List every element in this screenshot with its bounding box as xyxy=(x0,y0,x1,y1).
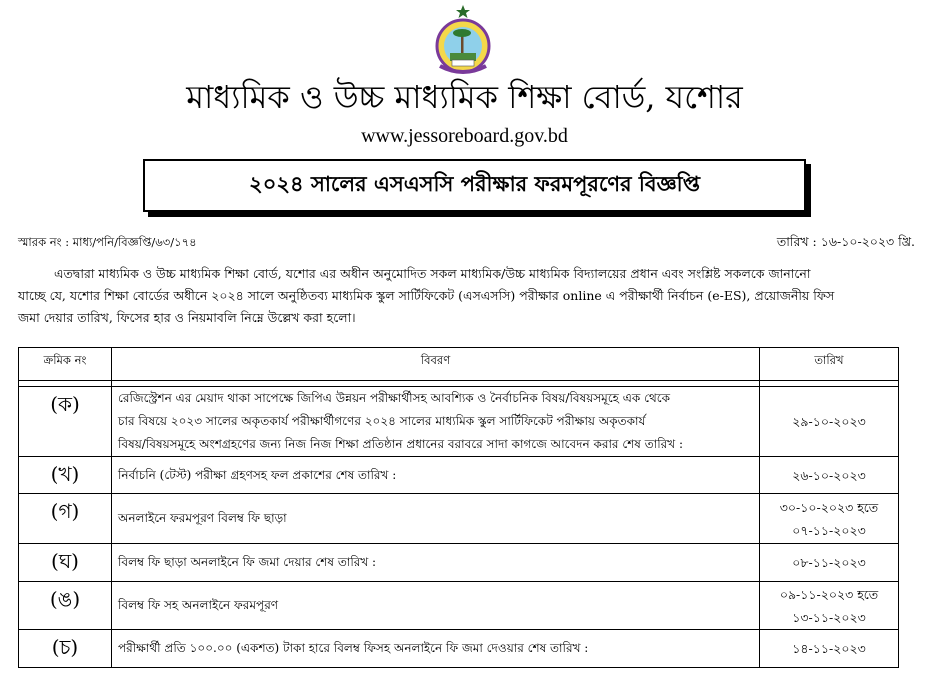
intro-line: এতদ্বারা মাধ্যমিক ও উচ্চ মাধ্যমিক শিক্ষা বোর্ড, যশোর এর অধীন অনুমোদিত সকল মাধ্যমিক/উচ্চ মাধ্যমিক বিদ্যালয়ের প্রধান এবং সংশ্লিষ্ট সকলকে জানানো xyxy=(54,266,811,281)
notice-title-box xyxy=(143,159,806,212)
header-date: তারিখ xyxy=(760,348,899,381)
description-line: চার বিষয়ে ২০২৩ সালের অকৃতকার্য পরীক্ষার্থীগণের ২০২৪ সালের মাধ্যমিক স্কুল সার্টিফিকেট পরীক্ষায় অকৃতকার্য xyxy=(118,414,646,428)
description-line: নির্বাচনি (টেস্ট) পরীক্ষা গ্রহণসহ ফল প্রকাশের শেষ তারিখ : xyxy=(118,467,397,482)
date-line: ০৭-১১-২০২৩ xyxy=(792,522,866,538)
intro-line: যাচ্ছে যে, যশোর শিক্ষা বোর্ডের অধীনে ২০২৪ সালে অনুষ্ঠিতব্য মাধ্যমিক স্কুল সার্টিফিকেট (এসএসসি) পরীক্ষার online এ পরীক্ষার্থী নির্বাচন (e-ES), প্রয়োজনীয় ফিস xyxy=(18,288,835,303)
row-date xyxy=(760,544,899,582)
description-line: বিষয়/বিষয়সমূহে অংশগ্রহণের জন্য নিজ নিজ শিক্ষা প্রতিষ্ঠান প্রধানের বরাবরে সাদা কাগজে আবেদন করার শেষ তারিখ : xyxy=(118,437,683,451)
date-line: ১৩-১১-২০২৩ xyxy=(792,609,866,625)
row-serial: (ঘ) xyxy=(19,544,112,582)
header-serial: ক্রমিক নং xyxy=(19,348,112,381)
date-line: ০৯-১১-২০২৩ হতে xyxy=(779,586,879,602)
row-description xyxy=(112,544,760,582)
table-row xyxy=(19,582,899,630)
row-date xyxy=(760,494,899,544)
table-row xyxy=(19,387,899,457)
board-name: মাধ্যমিক ও উচ্চ মাধ্যমিক শিক্ষা বোর্ড, যশোর xyxy=(186,78,743,116)
table-row xyxy=(19,544,899,582)
schedule-table xyxy=(18,347,899,668)
description-line: অনলাইনে ফরমপূরণ বিলম্ব ফি ছাড়া xyxy=(118,511,287,525)
intro-line: জমা দেয়ার তারিখ, ফিসের হার ও নিয়মাবলি নিম্নে উল্লেখ করা হলো। xyxy=(18,310,356,325)
row-description xyxy=(112,387,760,457)
row-description xyxy=(112,582,760,630)
row-date xyxy=(760,582,899,630)
logo-star-icon xyxy=(456,5,470,18)
date-line: ২৬-১০-২০২৩ xyxy=(792,467,866,483)
row-date xyxy=(760,630,899,668)
row-serial: (চ) xyxy=(19,630,112,668)
row-date xyxy=(760,457,899,494)
intro-paragraph xyxy=(18,263,918,329)
date-line: ১৪-১১-২০২৩ xyxy=(792,641,866,656)
date-line: ৩০-১০-২০২৩ হতে xyxy=(779,499,879,515)
website-url: www.jessoreboard.gov.bd xyxy=(361,125,568,147)
row-description xyxy=(112,457,760,494)
table-row xyxy=(19,457,899,494)
row-date xyxy=(760,387,899,457)
row-description xyxy=(112,630,760,668)
table-header-row xyxy=(19,348,899,381)
row-serial: (ঙ) xyxy=(19,582,112,630)
table-row xyxy=(19,630,899,668)
description-line: বিলম্ব ফি সহ অনলাইনে ফরমপূরণ xyxy=(118,598,279,612)
description-line: পরীক্ষার্থী প্রতি ১০০.০০ (একশত) টাকা হারে বিলম্ব ফিসহ অনলাইনে ফি জমা দেওয়ার শেষ তারিখ : xyxy=(118,641,589,655)
row-serial: (খ) xyxy=(19,457,112,494)
description-line: বিলম্ব ফি ছাড়া অনলাইনে ফি জমা দেয়ার শেষ তারিখ : xyxy=(118,555,377,569)
memo-number: স্মারক নং : মাধ্য/পনি/বিজ্ঞপ্তি/৬৩/১৭৪ xyxy=(18,235,197,249)
table-row xyxy=(19,494,899,544)
row-serial: (ক) xyxy=(19,387,112,457)
date-line: ২৯-১০-২০২৩ xyxy=(792,414,866,429)
issue-date: তারিখ : ১৬-১০-২০২৩ খ্রি. xyxy=(776,234,915,249)
board-logo xyxy=(432,4,494,76)
description-line: রেজিস্ট্রেশন এর মেয়াদ থাকা সাপেক্ষে জিপিএ উন্নয়ন পরীক্ষার্থীসহ আবশ্যিক ও নৈর্বাচনিক বিষয়/বিষয়সমূহে এক থেকে xyxy=(118,391,670,405)
notice-title: ২০২৪ সালের এসএসসি পরীক্ষার ফরমপূরণের বিজ্ঞপ্তি xyxy=(249,171,700,196)
row-description xyxy=(112,494,760,544)
header-description: বিবরণ xyxy=(112,348,760,381)
row-serial: (গ) xyxy=(19,494,112,544)
date-line: ০৮-১১-২০২৩ xyxy=(792,555,866,570)
